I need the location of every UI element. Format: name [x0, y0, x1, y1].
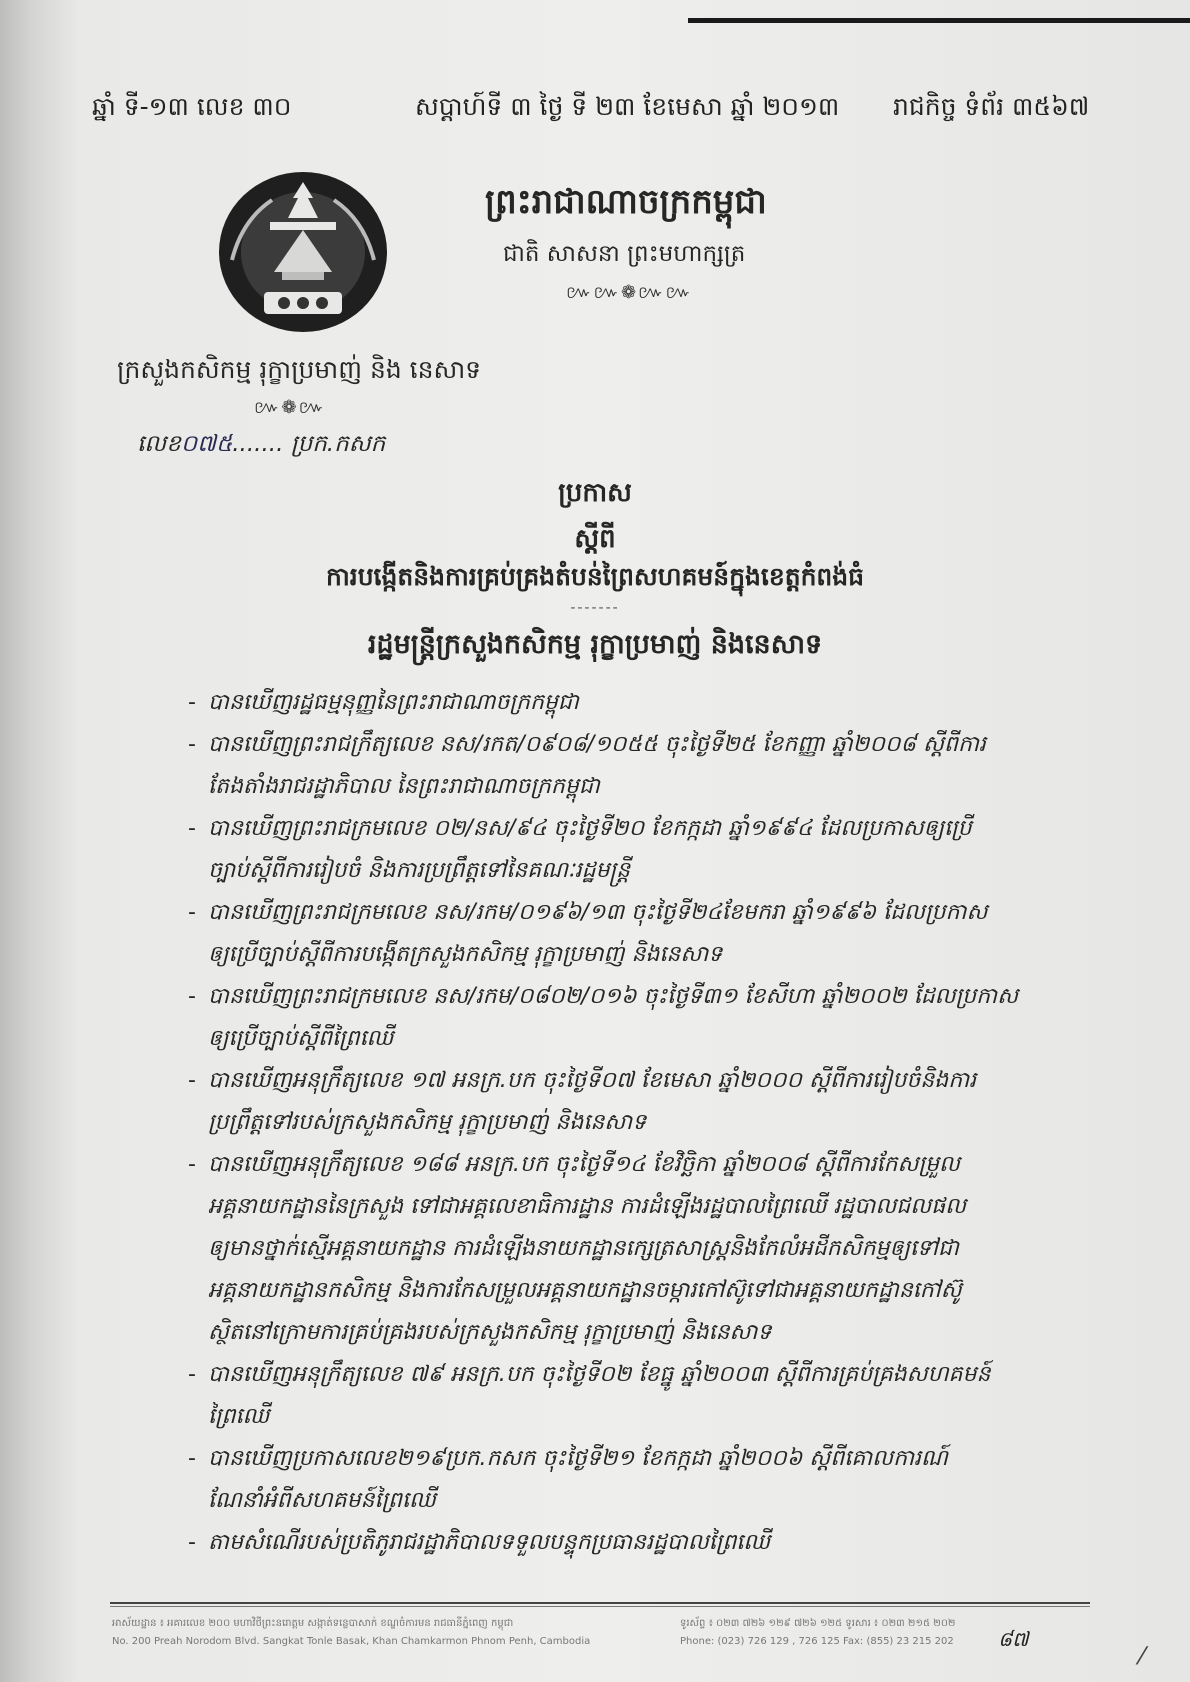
list-item: - បានឃើញព្រះរាជក្រមលេខ នស/រកម/០៨០២/០១៦ ចុះថ្ងៃទី៣១ ខែសីហា ឆ្នាំ២០០២ ដែលប្រកាស ឲ្យប្រើច្បាប់ស្តីពីព្រៃឈើ: [188, 976, 1108, 1060]
list-item: - បានឃើញព្រះរាជក្រមលេខ នស/រកម/០១៩៦/១៣ ចុះថ្ងៃទី២៤ខែមករា ឆ្នាំ១៩៩៦ ដែលប្រកាស ឲ្យប្រើច្បាប់ស្តីពីការបង្កើតក្រសួងកសិកម្ម រុក្ខាប្រមាញ់ និងនេសាទ: [188, 892, 1108, 976]
list-item: - បានឃើញប្រកាសលេខ២១៩ប្រក.កសក ចុះថ្ងៃទី២១ ខែកក្កដា ឆ្នាំ២០០៦ ស្តីពីគោលការណ៍ ណែនាំអំពីសហគមន៍ព្រៃឈើ: [188, 1438, 1108, 1522]
footer-divider: [110, 1602, 1090, 1604]
ornament-divider: ៚៚❁៚៚: [566, 282, 694, 303]
footer-phone-khmer: ទូរស័ព្ទ ៖ ០២៣ ៧២៦ ១២៩ ៧២៦ ១២៥ ទូរសារ ៖ ០២៣ ២១៥ ២០២: [680, 1618, 956, 1629]
footer-phone-english: Phone: (023) 726 129 , 726 125 Fax: (855) 23 215 202: [680, 1636, 954, 1647]
list-item: - បានឃើញព្រះរាជក្រមលេខ ០២/នស/៩៤ ចុះថ្ងៃទី២០ ខែកក្កដា ឆ្នាំ១៩៩៤ ដែលប្រកាសឲ្យប្រើ ច្បាប់ស្តីពីការរៀបចំ និងការប្រព្រឹត្តទៅនៃគណៈរដ្ឋមន្ត្រី: [188, 808, 1108, 892]
top-rule: [688, 18, 1190, 23]
reference-handwritten-number: ០៧៥: [180, 431, 233, 457]
ministry-emblem-icon: [212, 160, 394, 338]
ministry-ornament: ៚❁៚: [254, 397, 327, 418]
kingdom-title: ព្រះរាជាណាចក្រកម្ពុជា: [485, 182, 767, 222]
list-item: - បានឃើញអនុក្រឹត្យលេខ ៧៩ អនក្រ.បក ចុះថ្ងៃទី០២ ខែធ្នូ ឆ្នាំ២០០៣ ស្តីពីការគ្រប់គ្រងសហគមន៍ ព្រៃឈើ: [188, 1354, 1108, 1438]
gazette-date: សប្តាហ៍ទី ៣ ថ្ងៃ ទី ២៣ ខែមេសា ឆ្នាំ ២០១៣: [415, 92, 840, 121]
gazette-issue: ឆ្នាំ ទី-១៣ លេខ ៣០: [92, 92, 292, 121]
footer-address-english: No. 200 Preah Norodom Blvd. Sangkat Tonle Basak, Khan Chamkarmon Phnom Penh, Cambodia: [112, 1636, 591, 1647]
title-separator: -------: [570, 600, 620, 616]
margin-mark: ⁄: [1140, 1642, 1145, 1670]
list-item: - បានឃើញអនុក្រឹត្យលេខ ១៨៨ អនក្រ.បក ចុះថ្ងៃទី១៤ ខែវិច្ឆិកា ឆ្នាំ២០០៨ ស្តីពីការកែសម្រួល អគ្គនាយកដ្ឋាននៃក្រសួង ទៅជាអគ្គលេខាធិការដ្ឋាន ការដំឡើងរដ្ឋបាលព្រៃឈើ រដ្ឋបាលជលផល ឲ្យមានថ្នាក់ស្មើអគ្គនាយកដ្ឋាន ការដំឡើងនាយកដ្ឋានក្សេត្រសាស្ត្រនិងកែលំអដីកសិកម្មឲ្យទៅជា អគ្គនាយកដ្ឋានកសិកម្ម និងការកែសម្រួលអគ្គនាយកដ្ឋានចម្ការកៅស៊ូទៅជាអគ្គនាយកដ្ឋានកៅស៊ូ ស្ថិតនៅក្រោមការគ្រប់គ្រងរបស់ក្រសួងកសិកម្ម រុក្ខាប្រមាញ់ និងនេសាទ: [188, 1144, 1108, 1354]
list-item: - តាមសំណើរបស់ប្រតិភូរាជរដ្ឋាភិបាលទទួលបន្ទុកប្រធានរដ្ឋបាលព្រៃឈើ: [188, 1522, 1108, 1564]
footer-address-khmer: អាស័យដ្ឋាន ៖ អគារលេខ ២០០ មហាវិថីព្រះនរោត្តម សង្កាត់ទន្លេបាសាក់ ខណ្ឌចំការមន រាជធានីភ្នំពេញ កម្ពុជា: [112, 1618, 514, 1629]
footer-divider-thin: [110, 1606, 1090, 1607]
ministry-name: ក្រសួងកសិកម្ម រុក្ខាប្រមាញ់ និង នេសាទ: [117, 355, 482, 384]
document-type: ប្រកាស: [558, 478, 632, 508]
national-motto: ជាតិ សាសនា ព្រះមហាក្សត្រ: [503, 241, 746, 267]
reference-prefix: លេខ: [137, 431, 181, 457]
preamble-list: [188, 682, 1108, 1564]
list-item: - បានឃើញរដ្ឋធម្មនុញ្ញនៃព្រះរាជាណាចក្រកម្ពុជា: [188, 682, 1108, 724]
issuing-minister: រដ្ឋមន្ត្រីក្រសួងកសិកម្ម រុក្ខាប្រមាញ់ និងនេសាទ: [367, 629, 823, 660]
reference-suffix: ....... ប្រក.កសក: [232, 431, 386, 457]
document-subject-label: ស្តីពី: [574, 524, 616, 554]
list-item: - បានឃើញអនុក្រឹត្យលេខ ១៧ អនក្រ.បក ចុះថ្ងៃទី០៧ ខែមេសា ឆ្នាំ២០០០ ស្តីពីការរៀបចំនិងការ ប្រព្រឹត្តទៅរបស់ក្រសួងកសិកម្ម រុក្ខាប្រមាញ់ និងនេសាទ: [188, 1060, 1108, 1144]
handwritten-page-mark: ៨៧: [998, 1627, 1029, 1651]
list-item: - បានឃើញព្រះរាជក្រឹត្យលេខ នស/រកត/០៩០៨/១០៥៥ ចុះថ្ងៃទី២៥ ខែកញ្ញា ឆ្នាំ២០០៨ ស្តីពីការ តែងតាំងរាជរដ្ឋាភិបាល នៃព្រះរាជាណាចក្រកម្ពុជា: [188, 724, 1108, 808]
reference-number: [137, 430, 385, 463]
document-subject: ការបង្កើតនិងការគ្រប់គ្រងតំបន់ព្រៃសហគមន៍ក្នុងខេត្តកំពង់ធំ: [325, 562, 865, 591]
gazette-page-number: រាជកិច្ច ទំព័រ ៣៥៦៧: [893, 92, 1090, 121]
